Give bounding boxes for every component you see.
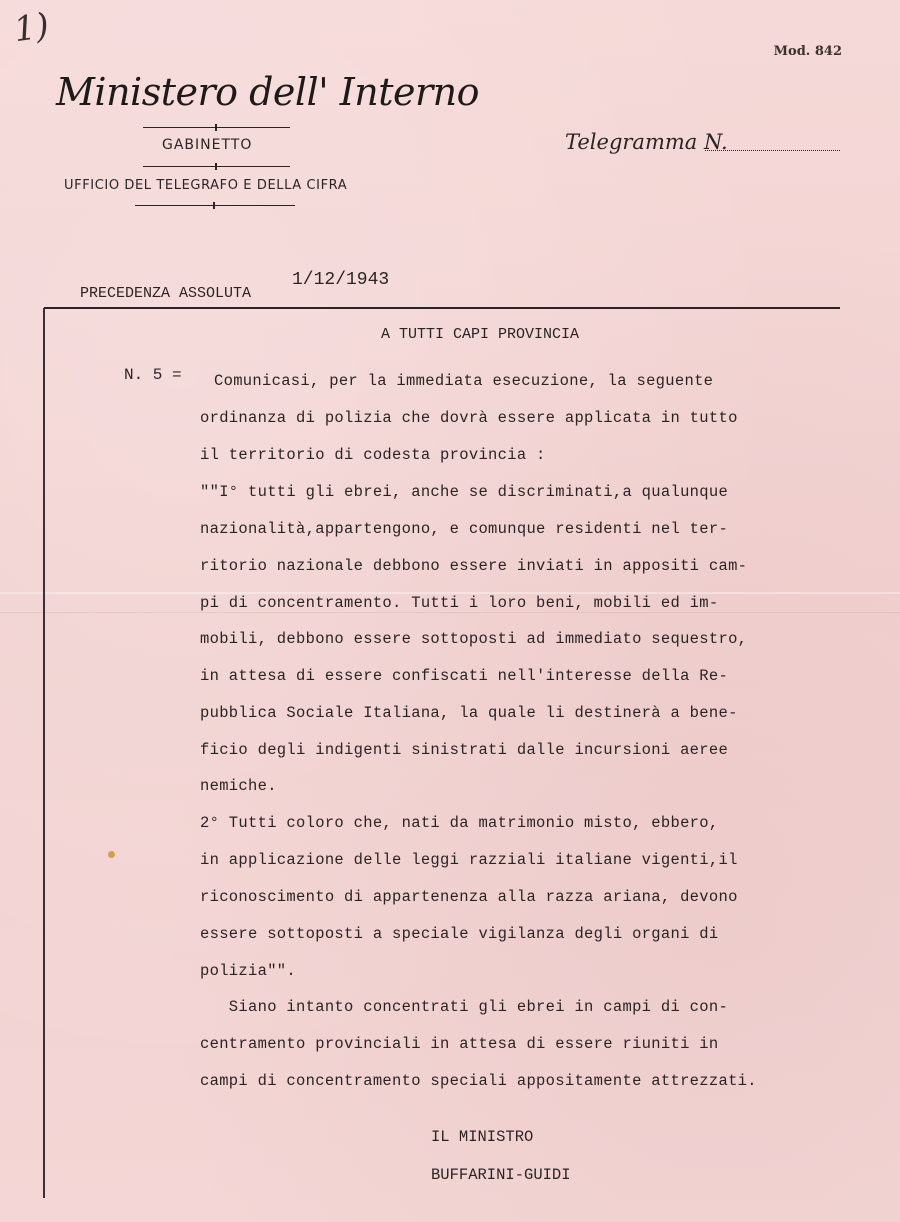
body-line: ritorio nazionale debbono essere inviati in appositi cam- xyxy=(200,557,748,575)
office-cabinet: GABINETTO xyxy=(162,137,253,153)
signature-name: BUFFARINI-GUIDI xyxy=(431,1166,571,1184)
body-line: essere sottoposti a speciale vigilanza degli organi di xyxy=(200,925,719,943)
body-line: in attesa di essere confiscati nell'interesse della Re- xyxy=(200,667,729,685)
body-line: riconoscimento di appartenenza alla razza ariana, devono xyxy=(200,888,738,906)
body-line: pubblica Sociale Italiana, la quale li destinerà a bene- xyxy=(200,704,738,722)
paper-stain xyxy=(108,851,115,858)
message-number: N. 5 = xyxy=(124,366,182,384)
body-line: 2° Tutti coloro che, nati da matrimonio misto, ebbero, xyxy=(200,814,719,832)
frame-top-line xyxy=(44,307,840,309)
document-date: 1/12/1943 xyxy=(292,270,390,290)
signature-title: IL MINISTRO xyxy=(431,1128,534,1146)
body-line: Comunicasi, per la immediata esecuzione, la seguente xyxy=(214,372,714,390)
body-line: nemiche. xyxy=(200,777,277,795)
handwritten-mark: 1) xyxy=(11,5,52,51)
form-number: Mod. 842 xyxy=(773,44,842,59)
paper-fold-shadow xyxy=(0,612,900,613)
body-line: centramento provinciali in attesa di essere riuniti in xyxy=(200,1035,719,1053)
letterhead-rule-3 xyxy=(135,205,295,206)
addressee: A TUTTI CAPI PROVINCIA xyxy=(381,326,580,343)
telegram-number-field xyxy=(705,150,840,151)
rule-tick xyxy=(215,163,217,170)
office-telegraph: UFFICIO DEL TELEGRAFO E DELLA CIFRA xyxy=(64,178,348,193)
telegram-number-label: Telegramma N. xyxy=(565,130,728,154)
body-line: in applicazione delle leggi razziali italiane vigenti,il xyxy=(200,851,738,869)
priority-label: PRECEDENZA ASSOLUTA xyxy=(80,285,252,302)
body-line: ordinanza di polizia che dovrà essere applicata in tutto xyxy=(200,409,738,427)
rule-tick xyxy=(215,124,217,131)
rule-tick xyxy=(213,202,215,209)
body-line: Siano intanto concentrati gli ebrei in campi di con- xyxy=(200,998,729,1016)
body-line: campi di concentramento speciali appositamente attrezzati. xyxy=(200,1072,757,1090)
body-line: pi di concentramento. Tutti i loro beni, mobili ed im- xyxy=(200,594,719,612)
body-line: ficio degli indigenti sinistrati dalle incursioni aeree xyxy=(200,741,729,759)
ministry-letterhead: Ministero dell' Interno xyxy=(56,70,479,114)
body-line: il territorio di codesta provincia : xyxy=(200,446,546,464)
body-line: ""I° tutti gli ebrei, anche se discriminati,a qualunque xyxy=(200,483,729,501)
body-line: nazionalità,appartengono, e comunque residenti nel ter- xyxy=(200,520,729,538)
body-line: polizia"". xyxy=(200,962,297,980)
frame-left-line xyxy=(43,308,45,1198)
body-line: mobili, debbono essere sottoposti ad immediato sequestro, xyxy=(200,630,748,648)
